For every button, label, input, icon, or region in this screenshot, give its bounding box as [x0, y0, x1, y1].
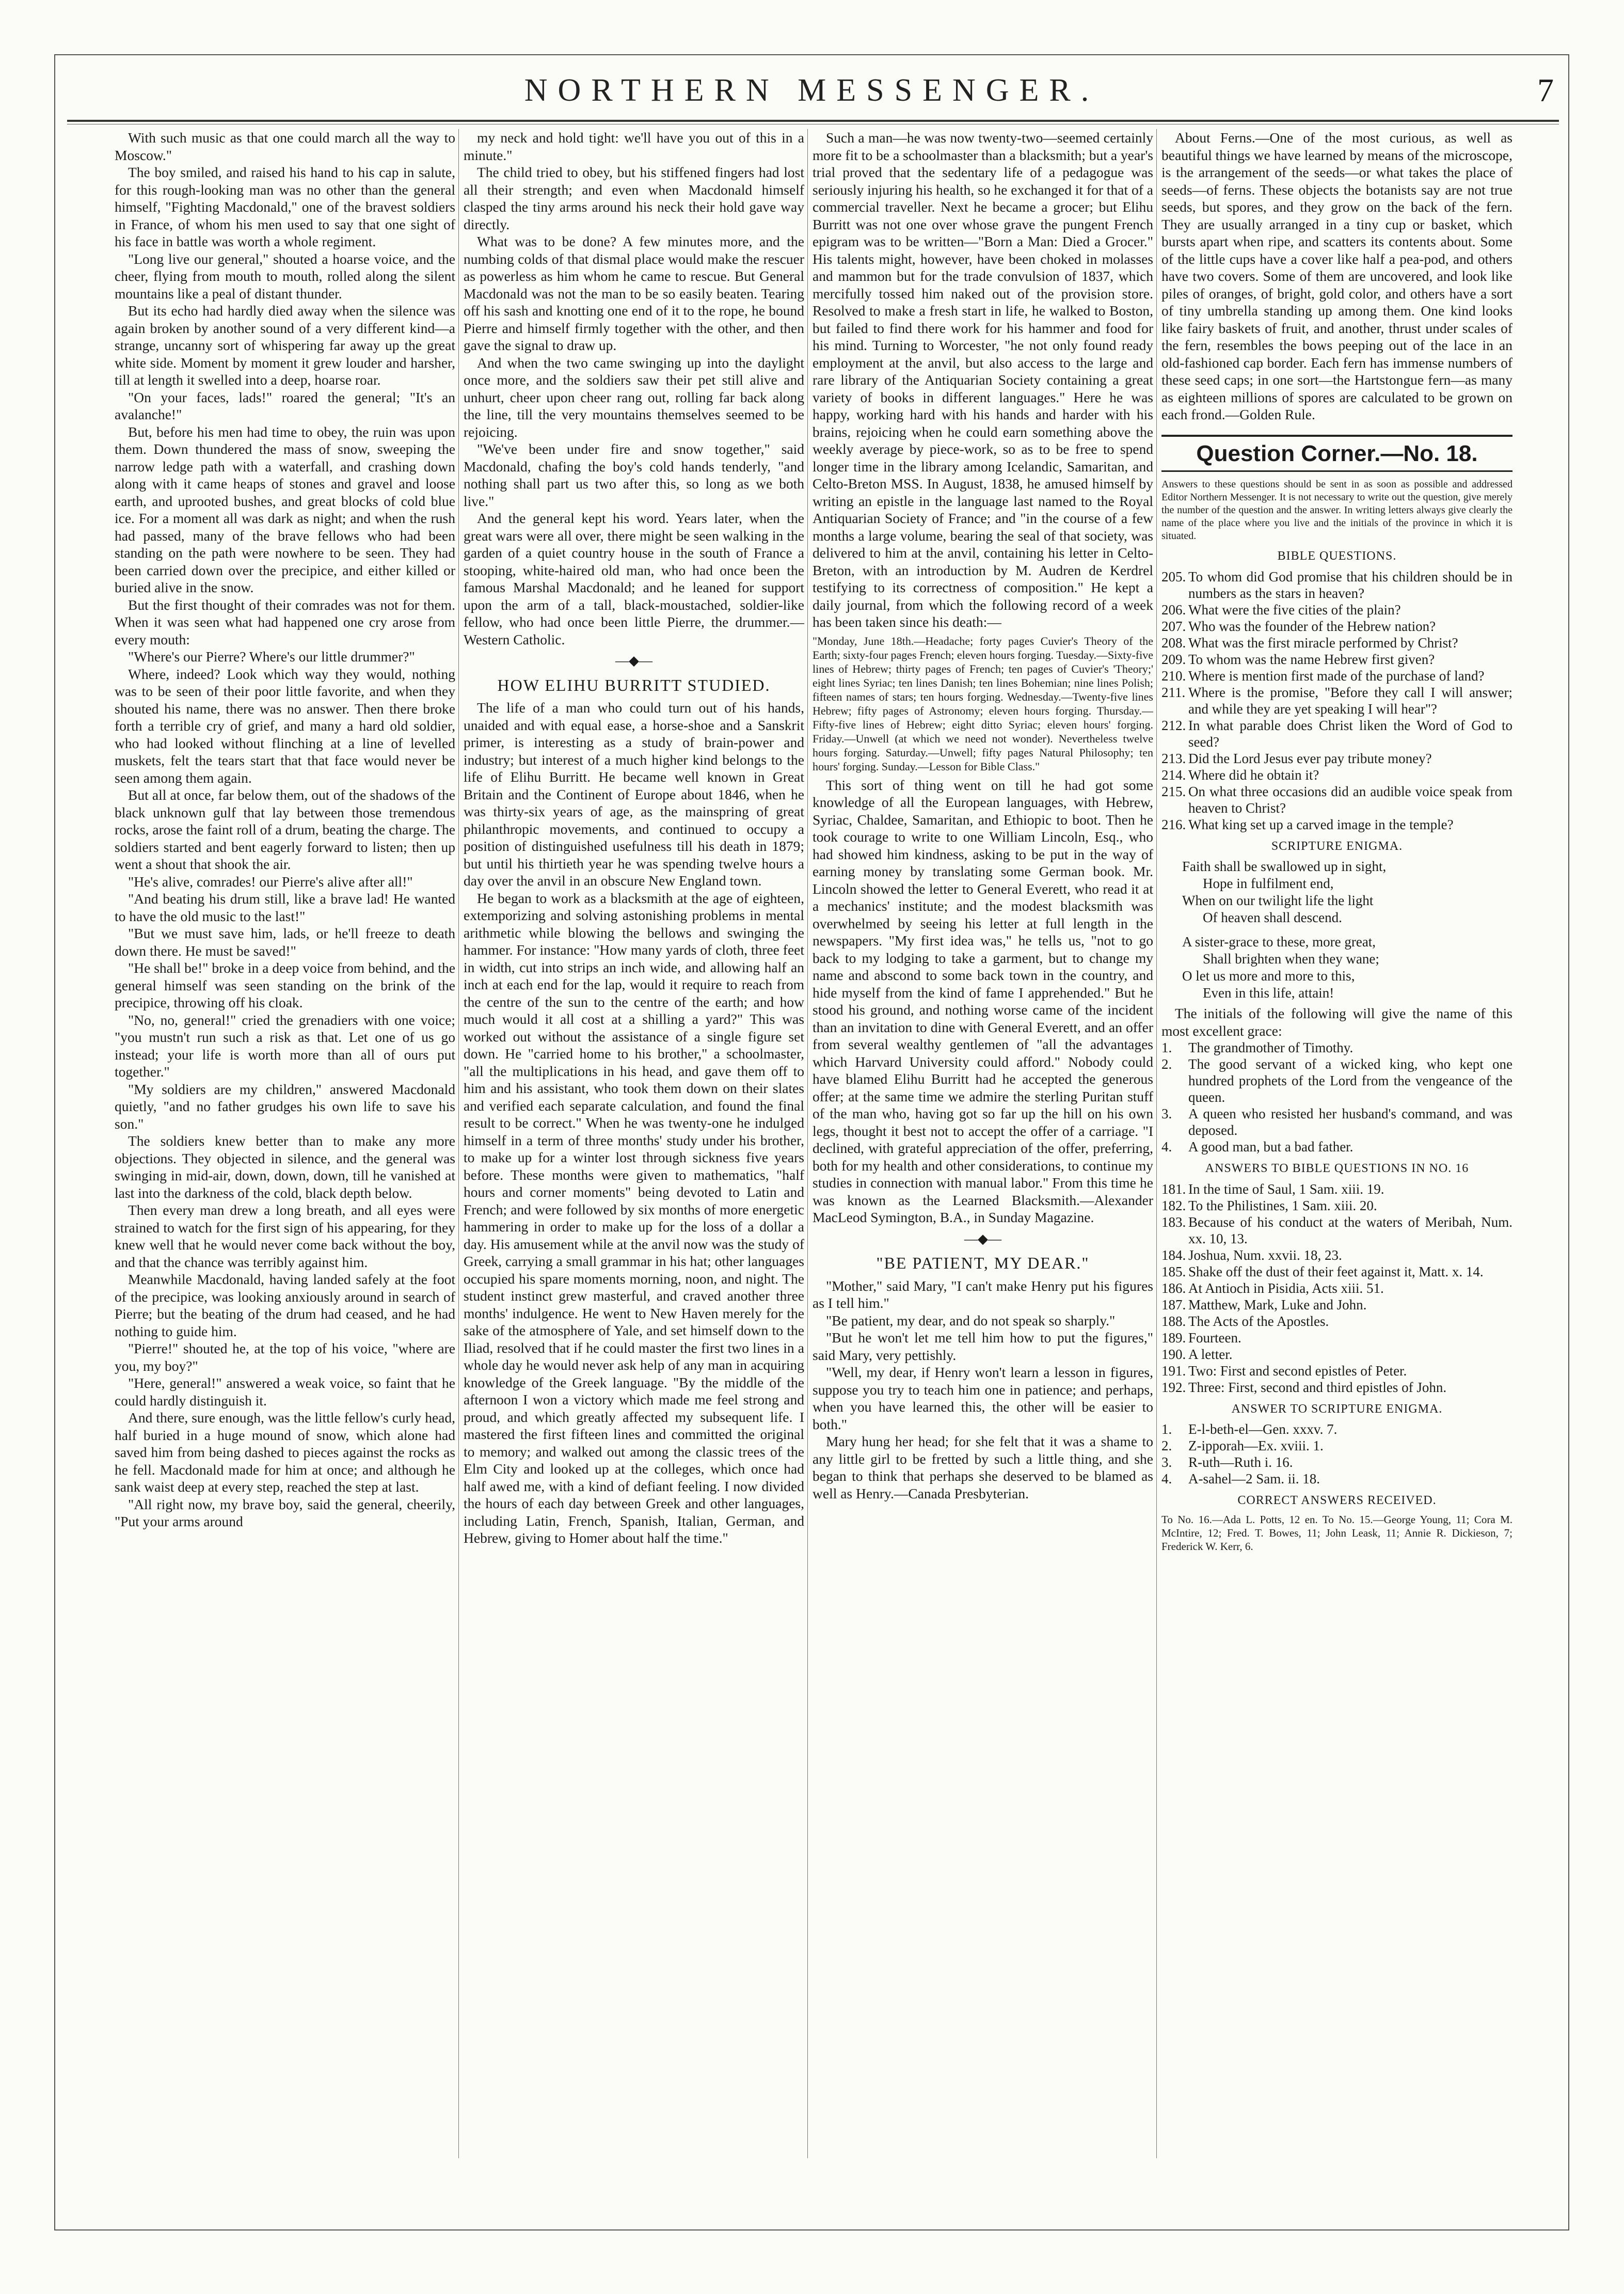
- item-text: A good man, but a bad father.: [1188, 1139, 1354, 1154]
- paragraph: "He shall be!" broke in a deep voice from behind, and the general himself was seen standing on the brink of the precipice, throwing off his cloak.: [115, 960, 455, 1010]
- paragraph: Then every man drew a long breath, and all eyes were strained to watch for the first sign of his appearing, for they knew well that he would never come back without the boy, and that the chance was terribly against him.: [115, 1202, 455, 1270]
- answer-item: [1161, 1346, 1512, 1363]
- bible-question: [1161, 668, 1512, 684]
- item-text: Shake off the dust of their feet against it, Matt. x. 14.: [1188, 1263, 1484, 1279]
- item-number: 211.: [1161, 684, 1186, 700]
- item-number: 190.: [1161, 1346, 1186, 1362]
- enigma-items-list: [1161, 1039, 1512, 1155]
- item-text: In what parable does Christ liken the Word of God to seed?: [1188, 717, 1512, 750]
- item-text: Matthew, Mark, Luke and John.: [1188, 1296, 1367, 1312]
- paragraph: The life of a man who could turn out of his hands, unaided and with equal ease, a horse-shoe and a Sanskrit primer, is interesting as a study of brain-power and industry; but interest of a much higher kind belongs to the life of Elihu Burritt. He became well known in Great Britain and the Continent of Europe about 1846, when he was thirty-six years of age, as the mainspring of great philanthropic movements, and continued to occupy a position of distinguished usefulness till his death in 1879; but until his thirtieth year he was spending twelve hours a day over the anvil in an obscure New England town.: [464, 700, 804, 889]
- item-number: 209.: [1161, 651, 1186, 667]
- item-text: Three: First, second and third epistles of John.: [1188, 1379, 1447, 1395]
- paragraph: "Long live our general," shouted a hoarse voice, and the cheer, flying from mouth to mouth, rolled along the silent mountains like a peal of distant thunder.: [115, 250, 455, 302]
- enigma-answer-item: [1161, 1437, 1512, 1454]
- paragraph: "All right now, my brave boy, said the general, cheerily, "Put your arms around: [115, 1496, 455, 1529]
- paragraph: What was to be done? A few minutes more, and the numbing colds of that dismal place would make the rescuer as powerless as him whom he came to rescue. But General Macdonald was not the man to be so easily beaten. Tearing off his sash and knotting one end of it to the rope, he bound Pierre and himself firmly together with the other, and then gave the signal to draw up.: [464, 233, 804, 353]
- item-text: Because of his conduct at the waters of Meribah, Num. xx. 10, 13.: [1188, 1214, 1512, 1246]
- paragraph: "Be patient, my dear, and do not speak so sharply.": [826, 1312, 1116, 1328]
- bible-question: [1161, 568, 1512, 602]
- item-text: A-sahel—2 Sam. ii. 18.: [1188, 1471, 1320, 1486]
- bible-question: [1161, 750, 1512, 767]
- item-number: 4.: [1161, 1471, 1172, 1486]
- item-number: 1.: [1161, 1040, 1172, 1055]
- enigma-item: [1161, 1138, 1512, 1155]
- divider-ornament: —◆—: [964, 1231, 1001, 1246]
- paragraph: But, before his men had time to obey, the ruin was upon them. Down thundered the mass of snow, sweeping the narrow ledge path with a waterfall, and crashing down along with it came heaps of stones and gravel and loose earth, and uprooted bushes, and great blocks of cold blue ice. For a moment all was dark as night; and when the rush had passed, many of the brave fellows who had been standing on the path were nowhere to be seen. They had been carried down over the precipice, and either killed or buried alive in the snow.: [115, 423, 455, 595]
- paragraph: "Mother," said Mary, "I can't make Henry put his figures as I tell him.": [813, 1277, 1153, 1311]
- paragraph: "Pierre!" shouted he, at the top of his voice, "where are you, my boy?": [115, 1340, 455, 1374]
- poem-line: When on our twilight life the light: [1182, 893, 1374, 908]
- bible-question: [1161, 684, 1512, 717]
- column-4: [1161, 129, 1512, 2174]
- paragraph: The soldiers knew better than to make any more objections. They objected in silence, and the general was swinging in mid-air, down, down, down, till he vanished at last into the darkness of the cold, black depth below.: [115, 1133, 455, 1201]
- bible-questions-list: [1161, 568, 1512, 833]
- item-text: At Antioch in Pisidia, Acts xiii. 51.: [1188, 1280, 1384, 1296]
- column-1: [115, 129, 455, 2174]
- item-text: Who was the founder of the Hebrew nation?: [1188, 618, 1436, 634]
- paragraph: "Well, my dear, if Henry won't learn a lesson in figures, suppose you try to teach him one in patience; and perhaps, when you have learned this, the other will be easier to both.": [813, 1364, 1153, 1432]
- enigma-item: [1161, 1039, 1512, 1056]
- item-number: 4.: [1161, 1139, 1172, 1154]
- item-number: 212.: [1161, 717, 1186, 733]
- poem-line: Even in this life, attain!: [1203, 985, 1334, 1001]
- item-text: Two: First and second epistles of Peter.: [1188, 1363, 1407, 1379]
- enigma-answer-item: [1161, 1454, 1512, 1470]
- item-text: To the Philistines, 1 Sam. xiii. 20.: [1188, 1197, 1377, 1213]
- scripture-enigma-heading: SCRIPTURE ENIGMA.: [1271, 839, 1403, 853]
- item-number: 213.: [1161, 750, 1186, 766]
- item-number: 192.: [1161, 1379, 1186, 1395]
- column-2: [464, 129, 804, 2174]
- item-text: Joshua, Num. xxvii. 18, 23.: [1188, 1247, 1342, 1263]
- paragraph: And the general kept his word. Years later, when the great wars were all over, there might be seen walking in the garden of a quiet country house in the south of France a stooping, white-haired old man, who had once been the famous Marshal Macdonald; and he leaned for support upon the arm of a tall, black-moustached, soldier-like fellow, who had once been little Pierre, the drummer.—Western Catholic.: [464, 510, 804, 647]
- item-number: 186.: [1161, 1280, 1186, 1296]
- burritt-article-start: [464, 699, 804, 1547]
- paragraph: "Where's our Pierre? Where's our little drummer?": [128, 648, 415, 665]
- paragraph: Meanwhile Macdonald, having landed safely at the foot of the precipice, was looking anxiously around in search of Pierre; but the beating of the drum had ceased, and he had nothing to guide him.: [115, 1271, 455, 1339]
- burritt-diary: "Monday, June 18th.—Headache; forty pages Cuvier's Theory of the Earth; sixty-four pages French; eleven hours forging. Tuesday.—Sixty-five lines of Hebrew; thirty pages of French; ten pages of Cuvier's 'Theory;' eight lines Syriac; ten lines Danish; ten lines Bohemian; nine lines Polish; fifteen names of stars; ten hours forging. Wednesday.—Twenty-five lines Hebrew; fifty pages of Astronomy; eleven hours forging. Thursday.—Fifty-five lines of Hebrew; eight ditto Syriac; eleven hours' forging. Friday.—Unwell (at which we need not wonder). Nevertheless twelve hours forging. Saturday.—Unwell; fifty pages Natural Philosophy; ten hours' forging. Sunday.—Lesson for Bible Class.": [813, 634, 1153, 773]
- paragraph: my neck and hold tight: we'll have you out of this in a minute.": [464, 130, 804, 163]
- bible-question: [1161, 816, 1512, 833]
- poem-line: Hope in fulfilment end,: [1203, 876, 1334, 891]
- item-number: 3.: [1161, 1106, 1172, 1121]
- paragraph: Such a man—he was now twenty-two—seemed certainly more fit to be a schoolmaster than a blacksmith; but a year's trial proved that the sedentary life of a pedagogue was seriously injuring his health, so he exchanged it for that of a commercial traveller. Next he became a grocer; but Elihu Burritt was not one over whose grave the pungent French epigram was to be written—"Born a Man: Died a Grocer." His talents might, however, have been choked in molasses and mammon but for the trade convulsion of 1837, which mercifully tossed him naked out of the provision store. Resolved to make a fresh start in life, he walked to Boston, but failed to find there work for his hammer and food for his mind. Turning to Worcester, "he not only found ready employment at the anvil, but also access to the large and rare library of the Antiquarian Society containing a great variety of books in different languages." Here he was happy, working hard with his hands and harder with his brains, rejoicing when he could earn something above the weekly average by piece-work, so as to be free to spend longer time in the library among Icelandic, Samaritan, and Celto-Breton MSS. In August, 1838, he amused himself by writing an epistle in the language last named to the Royal Antiquarian Society of France; and "in the course of a few months a large volume, bearing the seal of that society, was delivered to him at the anvil, containing his letter in Celto-Breton, with an introduction by M. Audren de Kerdrel testifying to its correctness of composition." He kept a daily journal, from which the following record of a week has been taken since his death:—: [813, 130, 1153, 630]
- bible-question: [1161, 635, 1512, 651]
- burritt-article-end: [813, 777, 1153, 1226]
- paragraph: But the first thought of their comrades was not for them. When it was seen what had happened one cry arose from every mouth:: [115, 596, 455, 647]
- paragraph: "Here, general!" answered a weak voice, so faint that he could hardly distinguish it.: [115, 1375, 455, 1409]
- paragraph: "No, no, general!" cried the grenadiers with one voice; "you mustn't run such a risk as that. Let one of us go instead; your life is worth more than all of ours put together.": [115, 1011, 455, 1080]
- enigma-answer-heading: ANSWER TO SCRIPTURE ENIGMA.: [1231, 1402, 1443, 1416]
- item-number: 188.: [1161, 1313, 1186, 1329]
- paragraph: And when the two came swinging up into the daylight once more, and the soldiers saw their pet still alive and unhurt, cheer upon cheer rang out, rolling far back along the line, till the very mountains themselves seemed to be rejoicing.: [464, 354, 804, 440]
- paragraph: He began to work as a blacksmith at the age of eighteen, extemporizing and solving astonishing problems in mental arithmetic while blowing the bellows and swinging the hammer. For instance: "How many yards of cloth, three feet in width, cut into strips an inch wide, and allowing half an inch at each end for the lap, would it require to reach from the centre of the sun to the centre of the earth; and how much would it all cost at a shilling a yard?" This was worked out without the assistance of a single figure set down. He "carried home to his brother," a schoolmaster, "all the multiplications in his head, and gave them off to him and his assistant, who took them down on their slates and verified each separate calculation, and found the final result to be correct." When he was twenty-one he indulged himself in a term of three months' study under his brother, to make up for a winter lost through sickness five years before. These months were given to mathematics, "half hours and corner moments" being devoted to Latin and French; and were followed by six months of more energetic hammering in order to make up for the loss of a dollar a day. His amusement while at the anvil now was the study of Greek, carrying a small grammar in his hat; other languages occupied his spare moments morning, noon, and night. The student instinct grew masterful, and craved another three months' indulgence. He went to New Haven merely for the sake of the atmosphere of Yale, and set himself down to the Iliad, resolved that if he could master the first two lines in a whole day he would never ask help of any man in acquiring knowledge of the Greek language. "By the middle of the afternoon I won a victory which made me feel strong and proud, and which greatly affected my subsequent life. I mastered the first fifteen lines and committed the original to memory; and walked out among the classic trees of the Elm City and looked up at the colleges, which once had half awed me, with a kind of defiant feeling. I now divided the hours of each day between Greek and other languages, including Latin, French, Spanish, Italian, German, and Hebrew, giving to Homer about half the time.": [464, 890, 804, 1546]
- column-rule: [1156, 129, 1157, 2158]
- item-number: 2.: [1161, 1056, 1172, 1072]
- item-text: A letter.: [1188, 1346, 1233, 1362]
- enigma-poem: [1182, 858, 1512, 1002]
- answer-item: [1161, 1181, 1512, 1197]
- item-number: 185.: [1161, 1263, 1186, 1279]
- article-title-burritt: HOW ELIHU BURRITT STUDIED.: [497, 675, 771, 694]
- item-number: 182.: [1161, 1197, 1186, 1213]
- paragraph: "But we must save him, lads, or he'll freeze to death down there. He must be saved!": [115, 925, 455, 959]
- item-text: E-l-beth-el—Gen. xxxv. 7.: [1188, 1421, 1338, 1437]
- column-3: [813, 129, 1153, 2174]
- paragraph: The child tried to obey, but his stiffened fingers had lost all their strength; and even when Macdonald himself clasped the tiny arms around his neck their hold gave way directly.: [464, 164, 804, 232]
- item-number: 187.: [1161, 1296, 1186, 1312]
- item-number: 3.: [1161, 1454, 1172, 1470]
- question-corner-title: Question Corner.—No. 18.: [1161, 435, 1512, 472]
- poem-line: A sister-grace to these, more great,: [1182, 934, 1376, 950]
- bible-question: [1161, 651, 1512, 668]
- answer-item: [1161, 1197, 1512, 1214]
- item-number: 206.: [1161, 602, 1186, 618]
- paragraph: "My soldiers are my children," answered Macdonald quietly, "and no father grudges his own life to save his son.": [115, 1081, 455, 1132]
- enigma-intro: The initials of the following will give the name of this most excellent grace:: [1161, 1005, 1512, 1039]
- paragraph: "And beating his drum still, like a brave lad! He wanted to have the old music to the last!": [115, 891, 455, 924]
- paragraph: "On your faces, lads!" roared the general; "It's an avalanche!": [115, 389, 455, 422]
- masthead-rule: [67, 120, 1559, 122]
- item-text: The Acts of the Apostles.: [1188, 1313, 1329, 1329]
- correct-answers-heading: CORRECT ANSWERS RECEIVED.: [1237, 1494, 1437, 1507]
- poem-line: O let us more and more to this,: [1182, 968, 1355, 984]
- bible-question: [1161, 717, 1512, 750]
- bible-question: [1161, 602, 1512, 618]
- correct-answers-text: To No. 16.—Ada L. Potts, 12 en. To No. 15.—George Young, 11; Cora M. McIntire, 12; Fred. T. Bowes, 11; John Leask, 11; Annie R. Dickieson, 7; Frederick W. Kerr, 6.: [1161, 1513, 1512, 1553]
- item-text: Where is mention first made of the purchase of land?: [1188, 668, 1485, 684]
- answers-heading: ANSWERS TO BIBLE QUESTIONS IN NO. 16: [1205, 1162, 1469, 1175]
- answer-item: [1161, 1313, 1512, 1330]
- item-number: 183.: [1161, 1214, 1186, 1230]
- burritt-article-middle: [813, 129, 1153, 631]
- item-text: What king set up a carved image in the temple?: [1188, 816, 1454, 832]
- paragraph: But its echo had hardly died away when the silence was again broken by another sound of a very different kind—a strange, uncanny sort of whispering far away up the great white side. Moment by moment it grew louder and harsher, till at length it swelled into a deep, hoarse roar.: [115, 303, 455, 388]
- column-rule: [458, 129, 459, 2158]
- patient-article: [813, 1277, 1153, 1502]
- answer-item: [1161, 1379, 1512, 1396]
- paragraph: The boy smiled, and raised his hand to his cap in salute, for this rough-looking man was no other than the general himself, "Fighting Macdonald," one of the bravest soldiers in France, of whom his men used to say that one sight of his face in battle was worth a whole regiment.: [115, 164, 455, 249]
- paragraph: "But he won't let me tell him how to put the figures," said Mary, very pettishly.: [813, 1330, 1153, 1363]
- item-text: To whom did God promise that his children should be in numbers as the stars in heaven?: [1188, 568, 1512, 601]
- paragraph: Where, indeed? Look which way they would, nothing was to be seen of their poor little favorite, and when they shouted his name, there was no answer. Then there broke forth a terrible cry of grief, and many a hard old soldier, who had looked without flinching at a line of levelled muskets, felt the tears start that that face would never be seen among them again.: [115, 666, 455, 786]
- column-rule: [807, 129, 808, 2158]
- item-number: 205.: [1161, 568, 1186, 584]
- item-number: 184.: [1161, 1247, 1186, 1263]
- paragraph: "He's alive, comrades! our Pierre's alive after all!": [128, 873, 413, 890]
- paragraph: Mary hung her head; for she felt that it was a shame to any little girl to be fretted by such a little thing, and she began to think that perhaps she deserved to be blamed as well as Henry.—Canada Presbyterian.: [813, 1433, 1153, 1501]
- item-text: A queen who resisted her husband's command, and was deposed.: [1188, 1106, 1512, 1138]
- answer-item: [1161, 1296, 1512, 1313]
- item-text: Z-ipporah—Ex. xviii. 1.: [1188, 1438, 1324, 1453]
- item-text: What was the first miracle performed by Christ?: [1188, 635, 1458, 651]
- enigma-answer-item: [1161, 1421, 1512, 1437]
- item-text: Did the Lord Jesus ever pay tribute money?: [1188, 750, 1432, 766]
- item-text: On what three occasions did an audible voice speak from heaven to Christ?: [1188, 783, 1512, 816]
- macdonald-story-end: [464, 129, 804, 648]
- article-title-patient: "BE PATIENT, MY DEAR.": [876, 1254, 1090, 1272]
- item-number: 191.: [1161, 1363, 1186, 1379]
- enigma-item: [1161, 1056, 1512, 1105]
- item-number: 189.: [1161, 1330, 1186, 1346]
- poem-line: Of heaven shall descend.: [1203, 910, 1342, 925]
- paragraph: This sort of thing went on till he had got some knowledge of all the European languages, with Hebrew, Syriac, Chaldee, Samaritan, and Ethiopic to boot. Then he took courage to write to one William Lincoln, Esq., who had showed him kindness, asking to be put in the way of earning money by translating some German book. Mr. Lincoln showed the letter to General Everett, who read it at a mechanics' institute; and the modest blacksmith was overwhelmed by seeing his letter at full length in the newspapers. "My first idea was," he tells us, "not to go back to my lodging to take a garment, but to change my name and abscond to some back town in the country, and hide myself from the kind of fame I apprehended." But he stood his ground, and nothing worse came of the incident than an invitation to dine with General Everett, and an offer from several wealthy gentlemen of "all the advantages which Harvard University could afford." Nobody could have blamed Elihu Burritt had he accepted the generous offer; at the same time we admire the sterling Puritan stuff of the man who, having got so far up the hill on his own legs, thought it best not to accept the offer of a carriage. "I declined, with grateful appreciation of the offer, preferring, both for my health and other considerations, to continue my studies in connection with manual labor." From this time he was known as the Learned Blacksmith.—Alexander MacLeod Symington, B.A., in Sunday Magazine.: [813, 777, 1153, 1225]
- poem-line: Shall brighten when they wane;: [1203, 951, 1379, 967]
- enigma-answer-item: [1161, 1470, 1512, 1487]
- enigma-item: [1161, 1105, 1512, 1138]
- item-number: 181.: [1161, 1181, 1186, 1197]
- newspaper-title: NORTHERN MESSENGER.: [524, 73, 1100, 108]
- item-text: Fourteen.: [1188, 1330, 1241, 1346]
- paragraph: But all at once, far below them, out of the shadows of the black unknown gulf that lay between those tremendous rocks, arose the faint roll of a drum, beating the charge. The soldiers started and bent eagerly forward to listen; then up went a shout that shook the air.: [115, 787, 455, 872]
- item-text: R-uth—Ruth i. 16.: [1188, 1454, 1293, 1470]
- item-number: 215.: [1161, 783, 1186, 799]
- bible-question: [1161, 783, 1512, 816]
- enigma-answers-list: [1161, 1421, 1512, 1487]
- item-text: What were the five cities of the plain?: [1188, 602, 1401, 618]
- item-number: 208.: [1161, 635, 1186, 651]
- answers-list: [1161, 1181, 1512, 1396]
- item-number: 210.: [1161, 668, 1186, 684]
- bible-question: [1161, 618, 1512, 635]
- paragraph: "We've been under fire and snow together," said Macdonald, chafing the boy's cold hands tenderly, "and nothing shall part us two after this, so long as we both live.": [464, 441, 804, 509]
- bible-question: [1161, 767, 1512, 783]
- page-number: 7: [1537, 72, 1554, 108]
- item-text: Where is the promise, "Before they call I will answer; and while they are yet speaking I will hear"?: [1188, 684, 1512, 717]
- answer-item: [1161, 1214, 1512, 1247]
- item-text: In the time of Saul, 1 Sam. xiii. 19.: [1188, 1181, 1384, 1197]
- masthead: [54, 62, 1569, 119]
- item-text: Where did he obtain it?: [1188, 767, 1319, 783]
- item-number: 207.: [1161, 618, 1186, 634]
- ferns-article: About Ferns.—One of the most curious, as well as beautiful things we have learned by means of the microscope, is the arrangement of the seeds—or what takes the place of seeds—of ferns. These objects the botanists say are not true seeds, but spores, and they grow on the back of the fern. They are usually arranged in a tiny cup or basket, which bursts apart when ripe, and scatters its contents about. Some of the little cups have a cover like half a pea-pod, and others have two covers. Some of them are uncovered, and look like piles of oranges, of bright, gold color, and others have a sort of tiny umbrella standing up among them. One kind looks like fairy baskets of fruit, and another, thrust under scales of the fern, resembles the bows peeping out of the lace in an old-fashioned cap border. Each fern has immense numbers of these seed caps; in one sort—the Hartstongue fern—as many as eighteen millions of spores are calculated to be grown on each frond.—Golden Rule.: [1161, 130, 1512, 422]
- paragraph: And there, sure enough, was the little fellow's curly head, half buried in a huge mound of snow, which alone had saved him from being dashed to pieces against the rocks as he fell. Macdonald made for him at once; and although he sank waist deep at every step, reached the step at last.: [115, 1410, 455, 1495]
- bible-questions-heading: BIBLE QUESTIONS.: [1277, 549, 1397, 563]
- item-number: 2.: [1161, 1438, 1172, 1453]
- item-text: The good servant of a wicked king, who kept one hundred prophets of the Lord from the vengeance of the queen.: [1188, 1056, 1512, 1105]
- answer-item: [1161, 1280, 1512, 1296]
- answer-item: [1161, 1363, 1512, 1379]
- answer-item: [1161, 1330, 1512, 1346]
- item-text: To whom was the name Hebrew first given?: [1188, 651, 1435, 667]
- item-number: 214.: [1161, 767, 1186, 783]
- item-number: 216.: [1161, 816, 1186, 832]
- item-text: The grandmother of Timothy.: [1188, 1040, 1354, 1055]
- divider-ornament: —◆—: [615, 653, 652, 668]
- poem-line: Faith shall be swallowed up in sight,: [1182, 859, 1387, 874]
- question-corner-notice: Answers to these questions should be sent in as soon as possible and addressed Editor Northern Messenger. It is not necessary to write out the question, give merely the number of the question and the answer. In writing letters always give clearly the name of the place where you live and the initials of the province in which it is situated.: [1161, 479, 1512, 542]
- item-number: 1.: [1161, 1421, 1172, 1437]
- answer-item: [1161, 1263, 1512, 1280]
- paragraph: With such music as that one could march all the way to Moscow.": [115, 130, 455, 163]
- answer-item: [1161, 1247, 1512, 1263]
